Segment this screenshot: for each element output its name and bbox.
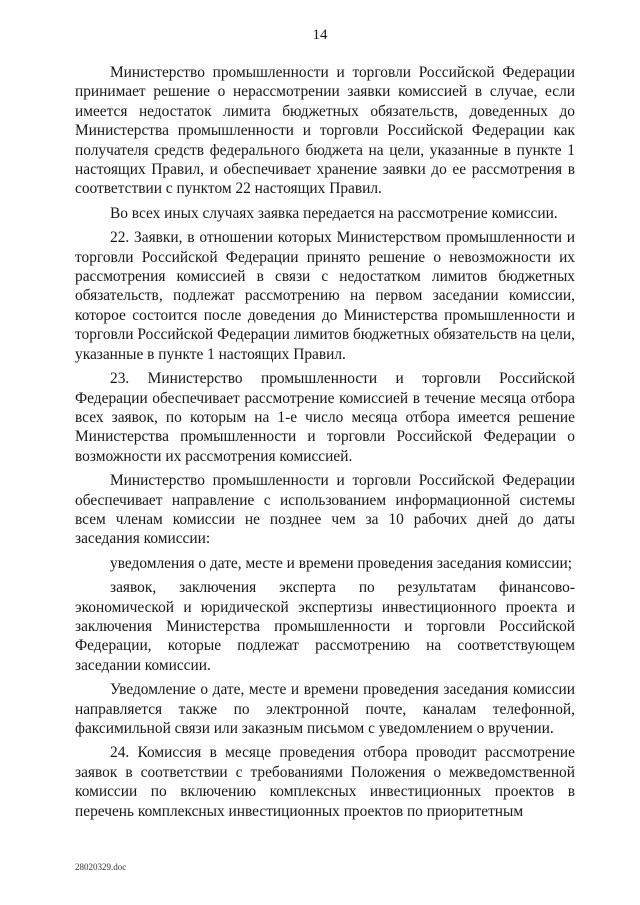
paragraph-notice-channels: Уведомление о дате, месте и времени проведения заседания комиссии направляется также по электронной почте, каналам телефонной, факсимильной связи или заказным письмом с уведомлением о вручении.	[75, 681, 575, 737]
document-body	[75, 63, 575, 821]
paragraph-item-24: 24. Комиссия в месяце проведения отбора проводит рассмотрение заявок в соответствии с требованиями Положения о межведомственной комиссии по включению комплексных инвестиционных проектов в перечень комплексных инвестиционных проектов по приоритетным	[75, 744, 575, 820]
paragraph-other-cases: Во всех иных случаях заявка передается на рассмотрение комиссии.	[110, 204, 558, 222]
paragraph-notice-list-item: уведомления о дате, месте и времени проведения заседания комиссии;	[110, 554, 572, 572]
paragraph-item-22: 22. Заявки, в отношении которых Министерством промышленности и торговли Российской Федерации принято решение о невозможности их рассмотрения комиссией в связи с недостатком лимитов бюджетных обязательств, подлежат рассмотрению на первом заседании комиссии, которое состоится после доведения до Министерства промышленности и торговли Российской Федерации лимитов бюджетных обязательств на цели, указанные в пункте 1 настоящих Правил.	[75, 229, 575, 363]
paragraph-notification-duty: Министерство промышленности и торговли Российской Федерации обеспечивает направление с использованием информационной системы всем членам комиссии не позднее чем за 10 рабочих дней до даты заседания комиссии:	[75, 472, 575, 548]
paragraph-ministry-decision: Министерство промышленности и торговли Российской Федерации принимает решение о нерассмотрении заявки комиссией в случае, если имеется недостаток лимита бюджетных обязательств, доведенных до Министерства промышленности и торговли Российской Федерации как получателя средств федерального бюджета на цели, указанные в пункте 1 настоящих Правил, и обеспечивает хранение заявки до ее рассмотрения в соответствии с пунктом 22 настоящих Правил.	[75, 64, 575, 198]
page-number: 14	[312, 27, 328, 43]
footer-document-code: 28020329.doc	[75, 862, 127, 872]
paragraph-item-23: 23. Министерство промышленности и торговли Российской Федерации обеспечивает рассмотрение комиссией в течение месяца отбора всех заявок, по которым на 1-е число месяца отбора имеется решение Министерства промышленности и торговли Российской Федерации о возможности их рассмотрения комиссией.	[75, 370, 575, 465]
paragraph-documents-list-item: заявок, заключения эксперта по результатам финансово-экономической и юридической экспертизы инвестиционного проекта и заключения Министерства промышленности и торговли Российской Федерации, которые подлежат рассмотрению на соответствующем заседании комиссии.	[75, 579, 575, 674]
